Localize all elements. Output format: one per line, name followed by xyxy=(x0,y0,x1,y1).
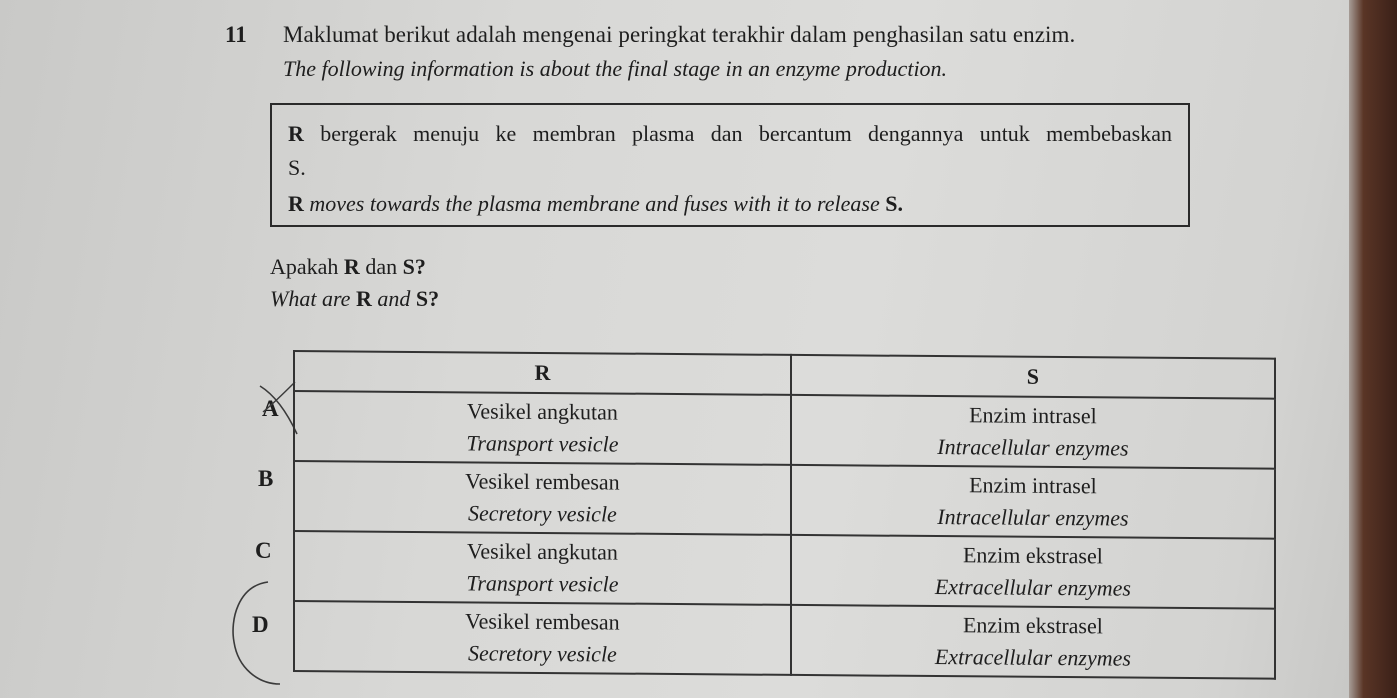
info-text-malay xyxy=(288,117,1172,185)
table-row-c[interactable] xyxy=(294,531,1275,609)
prompt-en-and: and xyxy=(377,286,411,311)
table-row-a[interactable] xyxy=(294,391,1275,469)
info-r-label: R xyxy=(288,121,304,146)
prompt-ms-s: S? xyxy=(402,254,426,279)
cell-s-malay: Enzim intrasel xyxy=(969,472,1097,499)
info-r-label-en: R xyxy=(288,191,304,216)
info-malay-body: bergerak menuju ke membran plasma dan bercantum dengannya untuk membebaskan S. xyxy=(288,121,1173,180)
cell-r-malay: Vesikel rembesan xyxy=(465,608,620,635)
cell-r-malay: Vesikel rembesan xyxy=(465,468,620,495)
cell-r xyxy=(294,601,791,675)
cell-s-malay: Enzim ekstrasel xyxy=(962,542,1103,569)
option-letter-c[interactable]: C xyxy=(255,538,272,563)
cell-s-malay: Enzim intrasel xyxy=(969,402,1097,429)
prompt-ms-dan: dan xyxy=(365,254,398,279)
answer-options-table xyxy=(293,350,1276,680)
cell-r-english: Secretory vesicle xyxy=(468,640,617,667)
cell-r-malay: Vesikel angkutan xyxy=(466,538,618,565)
question-number: 11 xyxy=(225,22,247,47)
cell-r-malay: Vesikel angkutan xyxy=(466,398,618,425)
cell-r xyxy=(294,391,791,465)
cell-s-english: Extracellular enzymes xyxy=(934,574,1131,601)
cell-r xyxy=(294,461,791,535)
option-letter-b[interactable]: B xyxy=(258,466,274,491)
cell-r-english: Secretory vesicle xyxy=(468,500,617,527)
header-s: S xyxy=(791,355,1275,399)
header-r: R xyxy=(294,351,791,395)
cell-s-english: Intracellular enzymes xyxy=(937,504,1129,531)
information-box xyxy=(270,103,1190,227)
cell-r xyxy=(294,531,791,605)
cell-s-english: Extracellular enzymes xyxy=(934,644,1131,671)
question-stem-english: The following information is about the final stage in an enzyme production. xyxy=(283,56,948,81)
option-letter-d[interactable]: D xyxy=(252,612,269,637)
cell-r-english: Transport vesicle xyxy=(466,430,619,457)
prompt-english xyxy=(270,286,439,312)
prompt-en-word: What are xyxy=(270,286,351,311)
prompt-ms-r: R xyxy=(343,254,360,279)
question-stem-malay: Maklumat berikut adalah mengenai peringkat terakhir dalam penghasilan satu enzim. xyxy=(283,22,1076,47)
circle-answer-mark-icon xyxy=(228,580,298,690)
prompt-en-r: R xyxy=(355,286,372,311)
prompt-ms-word: Apakah xyxy=(270,254,339,279)
cell-s xyxy=(791,465,1275,539)
option-letter-a[interactable]: A xyxy=(262,396,279,421)
prompt-en-s: S? xyxy=(415,286,440,311)
info-text-english xyxy=(288,191,903,217)
info-english-body: moves towards the plasma membrane and fuses with it to release xyxy=(309,191,880,216)
cell-s xyxy=(791,535,1275,609)
info-s-label-en: S. xyxy=(885,191,903,216)
prompt-malay xyxy=(270,254,426,280)
table-row-d[interactable] xyxy=(294,601,1275,679)
cell-s xyxy=(791,605,1275,679)
cell-s-english: Intracellular enzymes xyxy=(937,434,1129,461)
cell-r-english: Transport vesicle xyxy=(466,570,619,597)
page-edge-background xyxy=(1349,0,1397,698)
cell-s-malay: Enzim ekstrasel xyxy=(962,612,1103,639)
table-row-b[interactable] xyxy=(294,461,1275,539)
cell-s xyxy=(791,395,1275,469)
